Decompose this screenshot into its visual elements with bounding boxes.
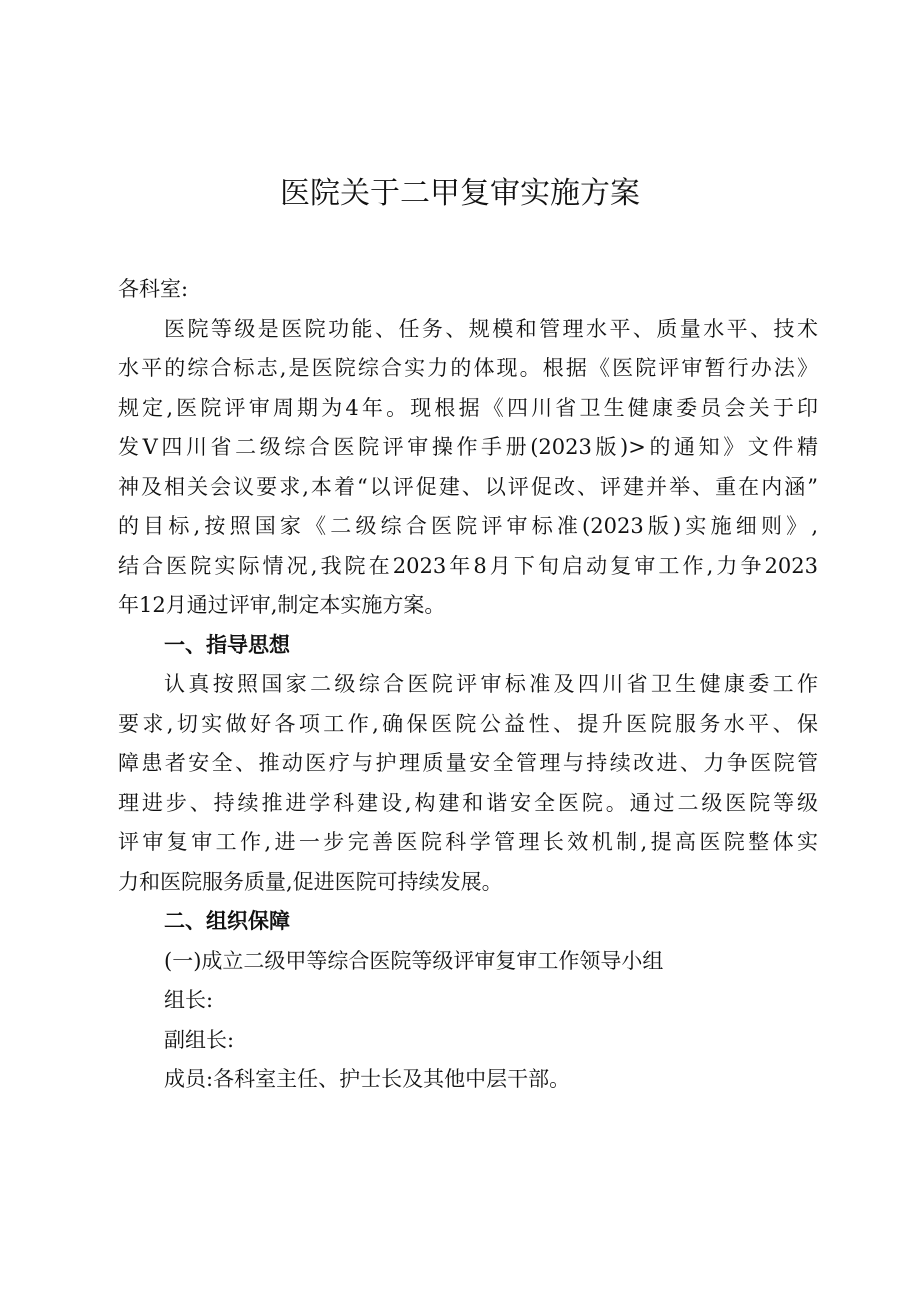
salutation: 各科室: — [118, 277, 189, 301]
intro-line: 发V四川省二级综合医院评审操作手册(2023版)>的通知》文件精 — [118, 435, 818, 459]
document-body — [118, 270, 818, 1100]
section1-line: 认真按照国家二级综合医院评审标准及四川省卫生健康委工作 — [164, 672, 818, 696]
intro-line: 规定,医院评审周期为4年。现根据《四川省卫生健康委员会关于印 — [118, 395, 818, 420]
section2-heading: 二、组织保障 — [164, 909, 290, 933]
deputy-leader-label: 副组长: — [164, 1027, 235, 1052]
section2-subheading: (一)成立二级甲等综合医院等级评审复审工作领导小组 — [164, 948, 664, 973]
intro-line: 的目标,按照国家《二级综合医院评审标准(2023版)实施细则》, — [118, 514, 818, 538]
section1-line: 力和医院服务质量,促进医院可持续发展。 — [118, 869, 503, 894]
intro-line: 医院等级是医院功能、任务、规模和管理水平、质量水平、技术 — [164, 316, 818, 341]
intro-line: 水平的综合标志,是医院综合实力的体现。根据《医院评审暂行办法》 — [118, 356, 818, 380]
section1-line: 要求,切实做好各项工作,确保医院公益性、提升医院服务水平、保 — [118, 711, 818, 736]
section1-line: 理进步、持续推进学科建设,构建和谐安全医院。通过二级医院等级 — [118, 790, 818, 815]
section1-line: 评审复审工作,进一步完善医院科学管理长效机制,提高医院整体实 — [118, 830, 818, 854]
intro-line: 神及相关会议要求,本着“以评促建、以评促改、评建并举、重在内涵” — [118, 474, 818, 499]
document-title: 医院关于二甲复审实施方案 — [280, 176, 640, 211]
leader-label: 组长: — [164, 988, 214, 1012]
intro-line: 年12月通过评审,制定本实施方案。 — [118, 593, 446, 617]
intro-line: 结合医院实际情况,我院在2023年8月下旬启动复审工作,力争2023 — [118, 553, 818, 578]
section1-line: 障患者安全、推动医疗与护理质量安全管理与持续改进、力争医院管 — [118, 751, 818, 775]
section1-heading: 一、指导思想 — [164, 632, 290, 657]
members-line: 成员:各科室主任、护士长及其他中层干部。 — [164, 1067, 571, 1091]
